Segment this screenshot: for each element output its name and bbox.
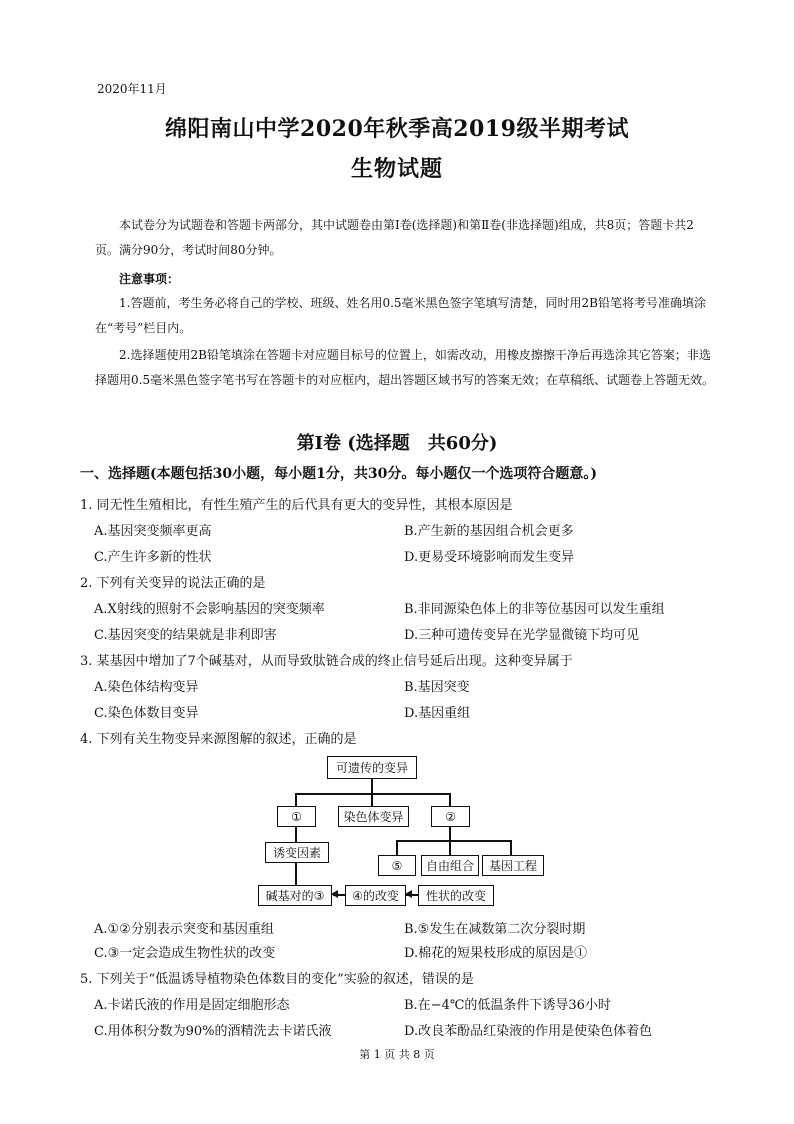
diagram-node-5: ⑤ [378, 855, 416, 876]
notice-heading: 注意事项： [119, 272, 180, 286]
volume-title: 第Ⅰ卷 (选择题 共60分) [296, 433, 498, 454]
q5-option-b: B.在−4℃的低温条件下诱导36小时 [404, 998, 611, 1013]
q1-option-c: C.产生许多新的性状 [94, 550, 212, 565]
diagram-node-trait-change: 性状的改变 [418, 885, 494, 906]
q4-option-b: B.⑤发生在减数第二次分裂时期 [404, 922, 586, 937]
q2-option-d: D.三种可遗传变异在光学显微镜下均可见 [404, 628, 640, 643]
diagram-node-chromosome: 染色体变异 [338, 806, 409, 827]
diagram-node-genetic-engineering: 基因工程 [482, 855, 544, 876]
diagram-node-1: ① [277, 806, 316, 827]
q3-option-b: B.基因突变 [404, 680, 470, 695]
exam-subtitle: 生物试题 [350, 156, 443, 182]
question-1-stem: 1. 同无性生殖相比，有性生殖产生的后代具有更大的变异性，其根本原因是 [80, 498, 513, 513]
q5-option-a: A.卡诺氏液的作用是固定细胞形态 [94, 998, 290, 1013]
q2-option-b: B.非同源染色体上的非等位基因可以发生重组 [404, 602, 665, 617]
q3-option-a: A.染色体结构变异 [94, 680, 199, 695]
exam-title: 绵阳南山中学2020年秋季高2019级半期考试 [165, 116, 629, 142]
page-footer: 第 1 页 共 8 页 [359, 1048, 435, 1061]
q5-option-c: C.用体积分数为90%的酒精洗去卡诺氏液 [94, 1024, 332, 1039]
arrow-left-icon [405, 890, 412, 898]
diagram-node-root: 可遗传的变异 [327, 756, 417, 779]
question-3-stem: 3. 某基因中增加了7个碱基对，从而导致肽链合成的终止信号延后出现。这种变异属于 [80, 654, 573, 669]
intro-paragraph: 本试卷分为试题卷和答题卡两部分，其中试题卷由第Ⅰ卷(选择题)和第Ⅱ卷(非选择题)组成，共8页；答题卡共2页。满分90分，考试时间80分钟。 [95, 218, 694, 257]
question-5-stem: 5. 下列关于“低温诱导植物染色体数目的变化”实验的叙述，错误的是 [80, 972, 474, 987]
q3-option-d: D.基因重组 [404, 706, 471, 721]
exam-date: 2020年11月 [97, 82, 167, 96]
q4-option-a: A.①②分别表示突变和基因重组 [94, 922, 274, 937]
section-title: 一、选择题(本题包括30小题，每小题1分，共30分。每小题仅一个选项符合题意。) [80, 466, 597, 482]
question-4-stem: 4. 下列有关生物变异来源图解的叙述，正确的是 [80, 732, 357, 747]
q4-option-d: D.棉花的短果枝形成的原因是① [404, 946, 588, 961]
q3-option-c: C.染色体数目变异 [94, 706, 199, 721]
q2-option-a: A.X射线的照射不会影响基因的突变频率 [94, 602, 325, 617]
diagram-node-4-change: ④的改变 [345, 885, 406, 906]
notice-item-2: 2.选择题使用2B铅笔填涂在答题卡对应题目标号的位置上，如需改动，用橡皮擦擦干净后再选涂其它答案；非选择题用0.5毫米黑色签字笔书写在答题卡的对应框内，超出答题区域书写的答案无效；在草稿纸、试题卷上答题无效。 [95, 348, 715, 387]
diagram-node-free-combination: 自由组合 [421, 855, 479, 876]
diagram-node-mutagen: 诱变因素 [265, 842, 329, 863]
notice-item-1: 1.答题前，考生务必将自己的学校、班级、姓名用0.5毫米黑色签字笔填写清楚，同时用2B铅笔将考号准确填涂在“考号”栏目内。 [95, 296, 706, 335]
question-2-stem: 2. 下列有关变异的说法正确的是 [80, 576, 266, 591]
diagram-node-2: ② [431, 806, 470, 827]
q1-option-a: A.基因突变频率更高 [94, 524, 212, 539]
diagram-node-base-pair: 碱基对的③ [258, 885, 332, 906]
q5-option-d: D.改良苯酚品红染液的作用是使染色体着色 [404, 1024, 653, 1039]
q2-option-c: C.基因突变的结果就是非利即害 [94, 628, 277, 643]
q1-option-b: B.产生新的基因组合机会更多 [404, 524, 574, 539]
q1-option-d: D.更易受环境影响而发生变异 [404, 550, 575, 565]
arrow-left-icon [331, 890, 338, 898]
q4-option-c: C.③一定会造成生物性状的改变 [94, 946, 276, 961]
